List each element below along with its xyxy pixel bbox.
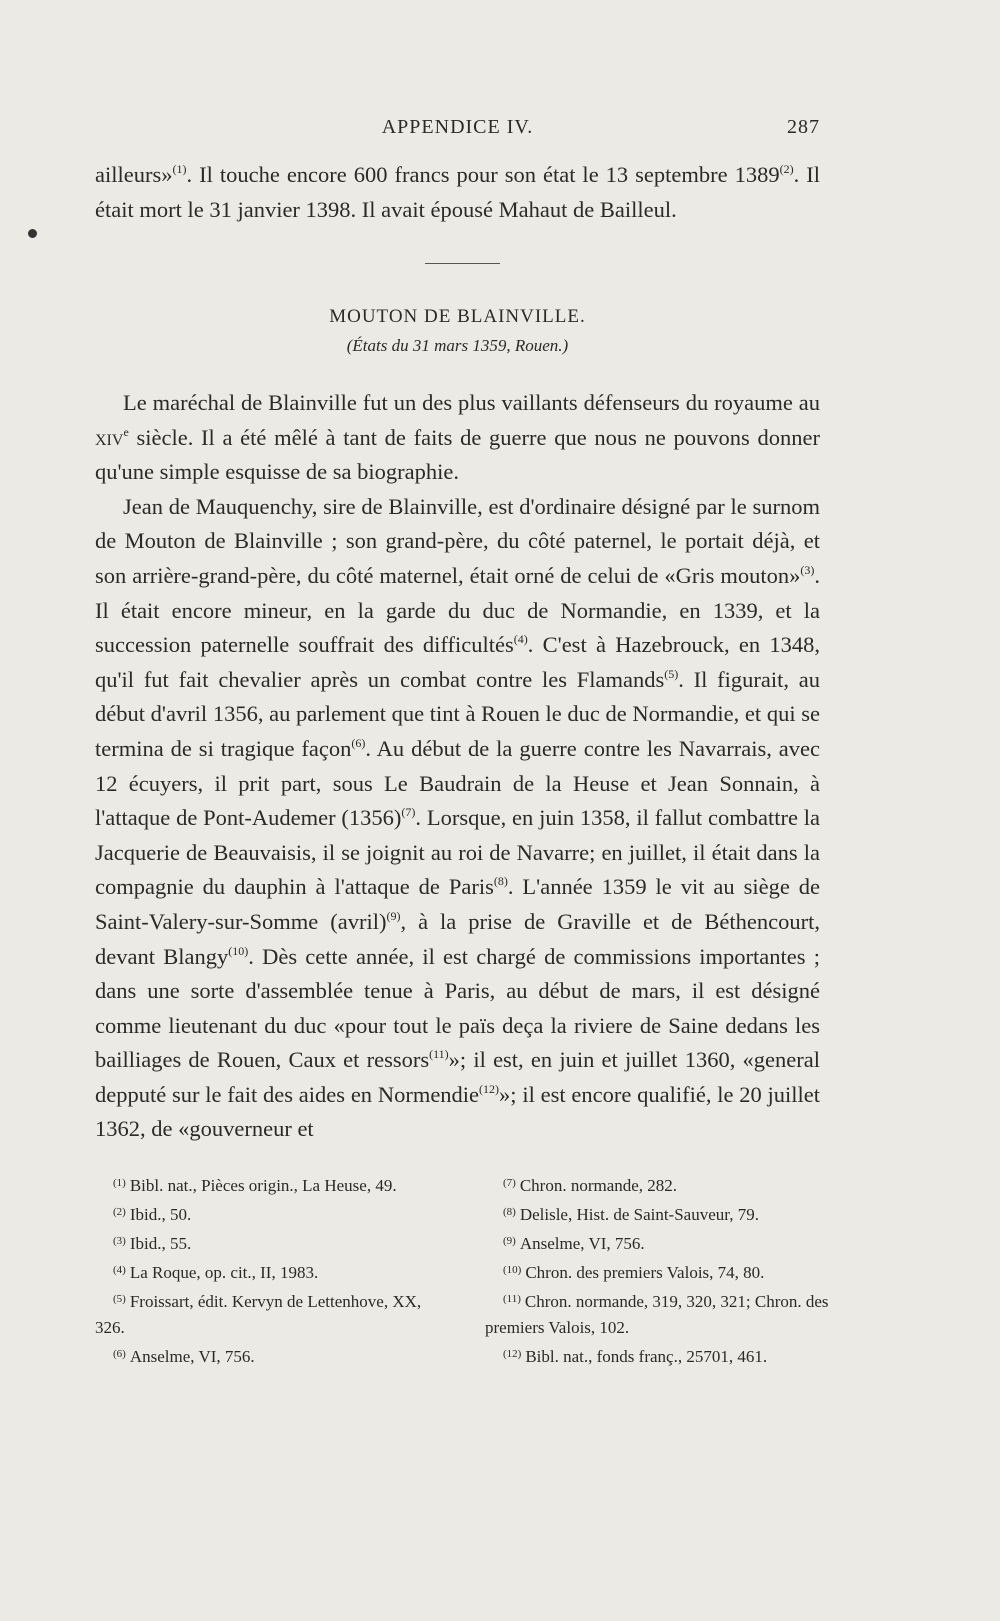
paragraph (95, 386, 820, 490)
footnote-ref: (12) (479, 1081, 500, 1096)
paragraph-text: . Au début de la guerre contre les Navarrais, avec 12 écuyers, il prit part, sous Le Baudrain de la Heuse et Jean Sonnain, à l'attaque de Pont-Audemer (1356) (95, 735, 820, 831)
paragraph (95, 490, 820, 1147)
footnote-mark: (6) (113, 1348, 126, 1360)
footnote-ref: (7) (401, 805, 416, 820)
footnote-mark: (10) (503, 1264, 522, 1276)
ordinal-suffix: e (123, 424, 129, 439)
footnote-text: Chron. des premiers Valois, 74, 80. (525, 1263, 765, 1282)
paragraph-text: . Il était encore mineur, en la garde du duc de Normandie, en 1339, et la succession paternelle souffrait des difficultés (95, 562, 820, 658)
footnotes-right-column (485, 1170, 830, 1370)
running-title: APPENDICE IV. (381, 116, 534, 138)
footnote-text: La Roque, op. cit., II, 1983. (129, 1263, 319, 1282)
footnote-ref: (10) (228, 943, 249, 958)
continuation-text: ailleurs» (95, 162, 173, 187)
paragraph-text: . Il figurait, au début d'avril 1356, au parlement que tint à Rouen le duc de Normandie, et qui se termina de si tragique façon (95, 666, 820, 761)
footnote (95, 1170, 440, 1199)
footnote-ref: (1) (172, 162, 187, 176)
paragraph-text: Le maréchal de Blainville fut un des plus vaillants défenseurs du royaume au (123, 390, 820, 415)
paragraph-text: , à la prise de Graville et de Béthencourt, devant Blangy (95, 908, 820, 969)
footnote-text: Bibl. nat., Pièces origin., La Heuse, 49. (129, 1176, 397, 1195)
paragraph-text: siècle. Il a été mêlé à tant de faits de guerre que nous ne pouvons donner qu'une simple esquisse de sa biographie. (95, 424, 820, 485)
footnote (485, 1228, 830, 1257)
main-text (95, 386, 820, 1147)
footnote (485, 1199, 830, 1228)
century-numeral: xiv (95, 424, 124, 450)
footnotes-left-column (95, 1170, 440, 1370)
footnote-mark: (1) (113, 1177, 126, 1189)
paragraph-text: »; il est encore qualifié, le 20 juillet 1362, de «gouverneur et (95, 1081, 820, 1142)
footnote-mark: (5) (113, 1293, 126, 1305)
paragraph-text: . Lorsque, en juin 1358, il fallut combattre la Jacquerie de Beauvaisis, il se joignit au roi de Navarre; en juillet, il était dans la compagnie du dauphin à l'attaque de Paris (95, 805, 820, 900)
footnote (485, 1170, 830, 1199)
section-divider (425, 263, 500, 264)
footnote-mark: (7) (503, 1177, 516, 1189)
paragraph-text: . Dès cette année, il est chargé de commissions importantes ; dans une sorte d'assemblée tenue à Paris, au début de mars, il est désigné comme lieutenant du duc «pour tout le païs deça la riviere de Saine dedans les bailliages de Rouen, Caux et ressors (95, 943, 820, 1073)
footnote-text: Delisle, Hist. de Saint-Sauveur, 79. (519, 1205, 759, 1224)
footnote-text: Ibid., 55. (129, 1234, 192, 1253)
footnote (95, 1199, 440, 1228)
footnote-mark: (2) (113, 1206, 126, 1218)
footnote-text: Anselme, VI, 756. (519, 1234, 645, 1253)
continuation-text: . Il touche encore 600 francs pour son état le 13 septembre 1389 (186, 162, 780, 187)
footnote-text: Chron. normande, 319, 320, 321; Chron. des premiers Valois, 102. (485, 1292, 829, 1337)
footnote-text: Bibl. nat., fonds franç., 25701, 461. (525, 1347, 768, 1366)
page-number: 287 (787, 116, 820, 138)
footnote-ref: (9) (386, 908, 401, 923)
footnote-ref: (4) (513, 632, 528, 647)
footnote-mark: (3) (113, 1235, 126, 1247)
footnote-mark: (9) (503, 1235, 516, 1247)
paragraph-text: »; il est, en juin et juillet 1360, «general depputé sur le fait des aides en Normendie (95, 1047, 820, 1107)
footnote (485, 1341, 830, 1370)
footnote-mark: (8) (503, 1206, 516, 1218)
footnote-ref: (3) (800, 562, 815, 577)
running-header (95, 116, 820, 146)
footnote (485, 1286, 830, 1341)
footnote-ref: (5) (664, 666, 679, 681)
footnote (95, 1257, 440, 1286)
footnote-ref: (2) (779, 162, 794, 176)
footnote-ref: (6) (351, 735, 366, 750)
footnote-mark: (4) (113, 1264, 126, 1276)
paragraph-text: . L'année 1359 le vit au siège de Saint-Valery-sur-Somme (avril) (95, 874, 820, 934)
footnote (485, 1257, 830, 1286)
section-subtitle: (États du 31 mars 1359, Rouen.) (346, 336, 569, 355)
footnote-text: Ibid., 50. (129, 1205, 192, 1224)
continuation-paragraph (95, 158, 820, 227)
continuation-text: . Il était mort le 31 janvier 1398. Il avait épousé Mahaut de Bailleul. (95, 162, 820, 222)
section-title: MOUTON DE BLAINVILLE. (329, 306, 586, 327)
footnote-ref: (8) (493, 874, 508, 889)
footnote-text: Froissart, édit. Kervyn de Lettenhove, XX, 326. (95, 1292, 422, 1337)
footnote (95, 1228, 440, 1257)
ink-spot-icon (28, 229, 37, 238)
footnote (95, 1341, 440, 1370)
footnote (95, 1286, 440, 1341)
footnote-text: Chron. normande, 282. (519, 1176, 678, 1195)
footnote-ref: (11) (429, 1047, 449, 1062)
footnote-mark: (12) (503, 1348, 522, 1360)
footnote-text: Anselme, VI, 756. (129, 1347, 255, 1366)
paragraph-text: . C'est à Hazebrouck, en 1348, qu'il fut fait chevalier après un combat contre les Flamands (95, 632, 821, 692)
paragraph-text: Jean de Mauquenchy, sire de Blainville, est d'ordinaire désigné par le surnom de Mouton de Blainville ; son grand-père, du côté paternel, le portait déjà, et son arrière-grand-père, du côté maternel, était orné de celui de «Gris mouton» (95, 493, 820, 588)
footnote-mark: (11) (503, 1293, 521, 1305)
